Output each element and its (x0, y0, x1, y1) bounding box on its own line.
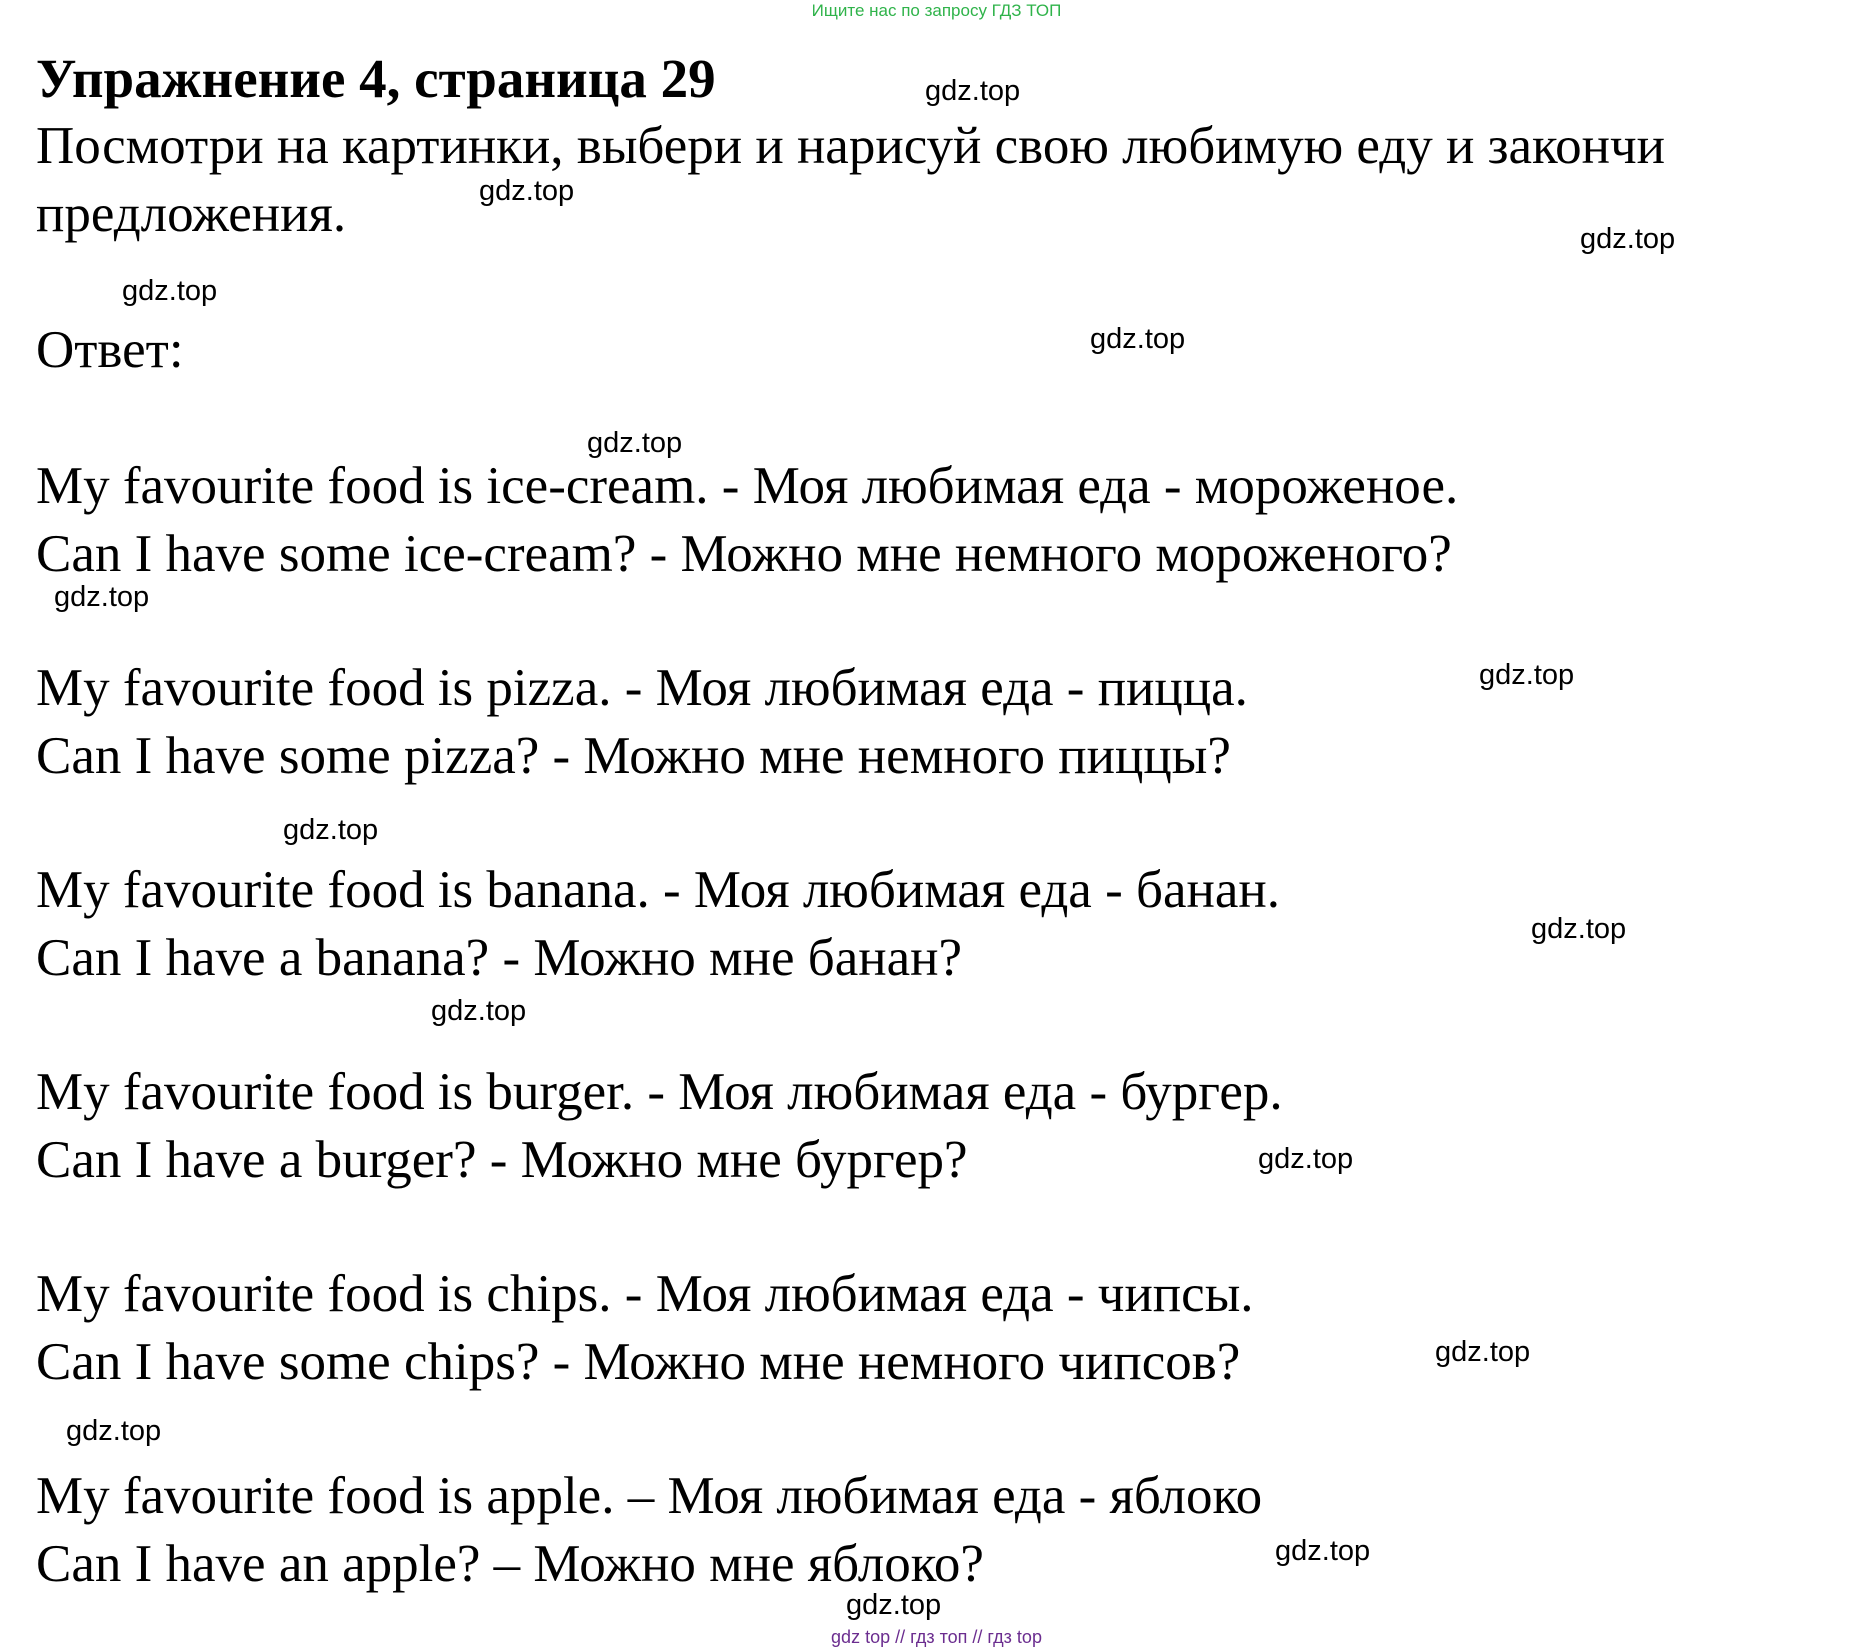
footer-links: gdz top // гдз топ // гдз top (831, 1627, 1042, 1647)
answer-line: Can I have an apple? – Можно мне яблоко? (36, 1535, 984, 1593)
answer-line: My favourite food is pizza. - Моя любимая еда - пицца. (36, 659, 1248, 717)
answer-line: My favourite food is banana. - Моя любимая еда - банан. (36, 861, 1280, 919)
answer-line: Can I have some chips? - Можно мне немного чипсов? (36, 1333, 1241, 1391)
watermark: gdz.top (66, 1415, 162, 1447)
watermark: gdz.top (431, 995, 527, 1027)
answer-line: Can I have some pizza? - Можно мне немного пиццы? (36, 727, 1231, 785)
watermark: gdz.top (1435, 1336, 1531, 1368)
watermark: gdz.top (1580, 223, 1676, 255)
watermark: gdz.top (1258, 1143, 1354, 1175)
watermark: gdz.top (587, 427, 683, 459)
answer-line: My favourite food is chips. - Моя любимая еда - чипсы. (36, 1265, 1254, 1323)
answer-line: My favourite food is ice-cream. - Моя любимая еда - мороженое. (36, 457, 1459, 515)
watermark: gdz.top (54, 581, 150, 613)
answer-line: My favourite food is burger. - Моя любимая еда - бургер. (36, 1063, 1283, 1121)
answer-line: Can I have a banana? - Можно мне банан? (36, 929, 962, 987)
answer-line: Can I have a burger? - Можно мне бургер? (36, 1131, 968, 1189)
page-title: Упражнение 4, страница 29 (36, 48, 716, 109)
watermark: gdz.top (479, 175, 575, 207)
watermark: gdz.top (1090, 323, 1186, 355)
watermark: gdz.top (122, 275, 218, 307)
watermark: gdz.top (1479, 659, 1575, 691)
exercise-instructions: Посмотри на картинки, выбери и нарисуй свою любимую еду и закончи предложения. (36, 117, 1665, 243)
watermark: gdz.top (846, 1589, 942, 1621)
watermark: gdz.top (1531, 913, 1627, 945)
answer-line: Can I have some ice-cream? - Можно мне немного мороженого? (36, 525, 1452, 583)
watermark: gdz.top (283, 814, 379, 846)
answer-line: My favourite food is apple. – Моя любимая еда - яблоко (36, 1467, 1263, 1525)
watermark: gdz.top (1275, 1535, 1371, 1567)
watermark: gdz.top (925, 75, 1021, 107)
answer-label: Ответ: (36, 321, 184, 379)
top-banner: Ищите нас по запросу ГДЗ ТОП (811, 1, 1062, 20)
